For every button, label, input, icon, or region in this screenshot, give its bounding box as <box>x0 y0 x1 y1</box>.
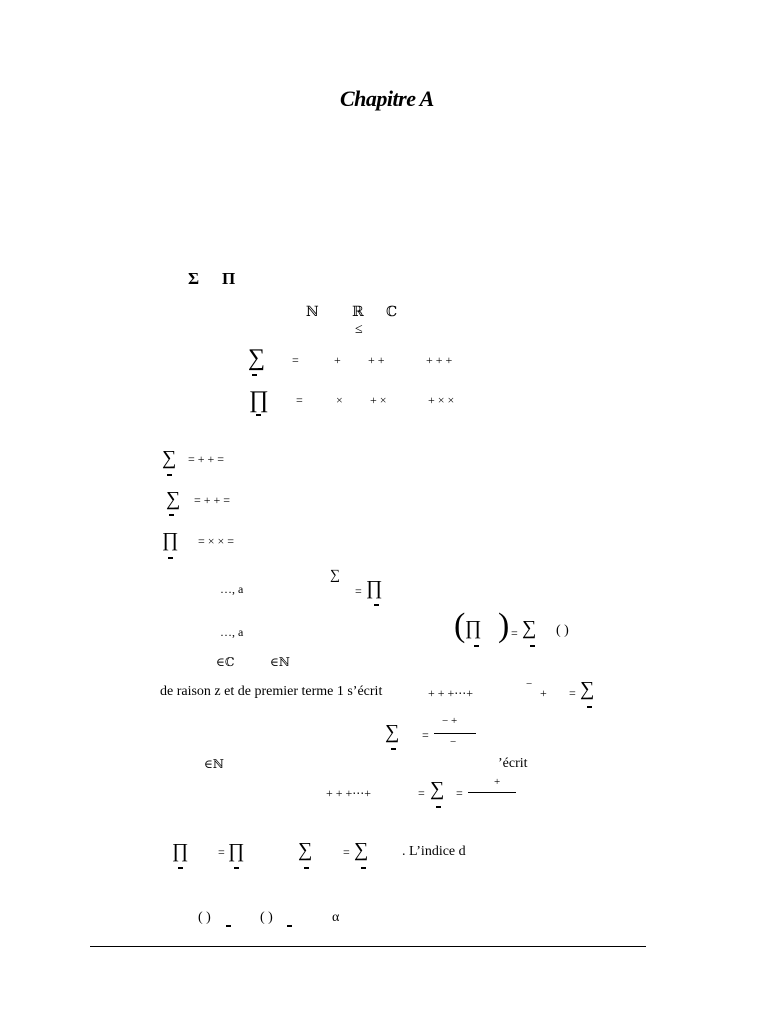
paren-pair-b: ( ) <box>260 910 273 925</box>
footer-divider <box>90 946 646 947</box>
index-tick <box>252 374 257 376</box>
set-reals: ℝ <box>352 305 364 320</box>
arith-eq-1: = <box>418 786 425 800</box>
geo-formula-denominator: − <box>450 736 457 748</box>
prod-definition-symbol: ∏ <box>249 387 269 413</box>
line-a2-eq: = <box>511 626 518 640</box>
geometric-series-text: de raison z et de premier terme 1 s’écrit <box>160 684 383 699</box>
geo-formula-eq: = <box>422 728 429 742</box>
arith-numerator: + <box>494 776 501 788</box>
indice-text: . L’indice d <box>402 844 466 859</box>
geo-formula-sum-symbol: ∑ <box>385 721 400 743</box>
line-a2-sum-symbol: ∑ <box>522 617 537 639</box>
sum-definition-symbol: ∑ <box>248 345 266 371</box>
sequence-text-2: …, a <box>220 625 244 639</box>
example2-ops: = + + = <box>194 493 231 507</box>
line-a2-prod-symbol: ∏ <box>465 617 482 639</box>
pi-heading-symbol: Π <box>222 269 236 288</box>
line-a2-paren-pair: ( ) <box>556 623 569 638</box>
example1-ops: = + + = <box>188 452 225 466</box>
arith-sum-symbol: ∑ <box>430 778 445 800</box>
index-tick <box>304 867 309 869</box>
index-tick <box>167 474 172 476</box>
index-tick <box>391 748 396 750</box>
index-tick <box>374 604 379 606</box>
ecrit-text: ’écrit <box>498 756 528 771</box>
membership-c: ∈ℂ <box>216 655 235 669</box>
index-eq-1: = <box>218 845 225 859</box>
sum-def-op-2: + + <box>368 353 385 367</box>
geometric-series-ops: + + +⋯+ <box>428 686 474 700</box>
index-tick <box>169 514 174 516</box>
index-prod-symbol-2: ∏ <box>228 840 245 862</box>
small-sum-symbol: ∑ <box>330 568 340 583</box>
line-a1-eq: = <box>355 584 362 598</box>
prod-def-op-3: + × × <box>428 393 455 407</box>
index-tick <box>234 867 239 869</box>
leq-symbol: ≤ <box>355 322 363 337</box>
example3-ops: = × × = <box>198 534 235 548</box>
index-sum-symbol-1: ∑ <box>298 839 313 861</box>
index-eq-2: = <box>343 845 350 859</box>
index-tick <box>530 645 535 647</box>
membership-n: ∈ℕ <box>270 655 290 669</box>
prod-def-op-1: × <box>336 393 343 407</box>
example3-prod-symbol: ∏ <box>162 529 179 551</box>
sum-def-op-3: + + + <box>426 353 453 367</box>
index-tick <box>587 706 592 708</box>
index-tick <box>361 867 366 869</box>
arith-fraction-bar <box>468 792 516 793</box>
close-paren: ) <box>498 607 510 644</box>
sum-def-op-1: + <box>334 353 341 367</box>
index-tick <box>178 867 183 869</box>
page-title: Chapitre A <box>340 86 434 111</box>
index-tick <box>256 414 261 416</box>
index-tick <box>168 557 173 559</box>
sum-def-eq: = <box>292 353 299 367</box>
paren-pair-a: ( ) <box>198 910 211 925</box>
geo-fraction-bar <box>434 733 476 734</box>
index-tick <box>474 645 479 647</box>
index-tick <box>226 925 231 927</box>
set-naturals: ℕ <box>306 305 319 320</box>
prod-def-eq: = <box>296 393 303 407</box>
geo-sum-symbol: ∑ <box>580 678 595 700</box>
sigma-heading-symbol: Σ <box>188 269 200 288</box>
line-a1-prod-symbol: ∏ <box>366 577 383 599</box>
set-complex: ℂ <box>386 305 398 320</box>
example2-sum-symbol: ∑ <box>166 488 181 510</box>
index-tick <box>287 925 292 927</box>
geo-eq: = <box>569 686 576 700</box>
geo-formula-numerator: − + <box>442 715 458 727</box>
prod-def-op-2: + × <box>370 393 387 407</box>
index-sum-symbol-2: ∑ <box>354 839 369 861</box>
open-paren: ( <box>454 607 466 644</box>
geo-exponent-minus: − <box>526 678 533 690</box>
arith-eq-2: = <box>456 786 463 800</box>
arith-ops: + + +⋯+ <box>326 786 372 800</box>
index-prod-symbol-1: ∏ <box>172 840 189 862</box>
index-tick <box>436 806 441 808</box>
alpha-symbol: α <box>332 910 340 925</box>
example1-sum-symbol: ∑ <box>162 447 177 469</box>
membership-n-2: ∈ℕ <box>204 757 224 771</box>
geo-plus: + <box>540 686 547 700</box>
sequence-text-1: …, a <box>220 582 244 596</box>
